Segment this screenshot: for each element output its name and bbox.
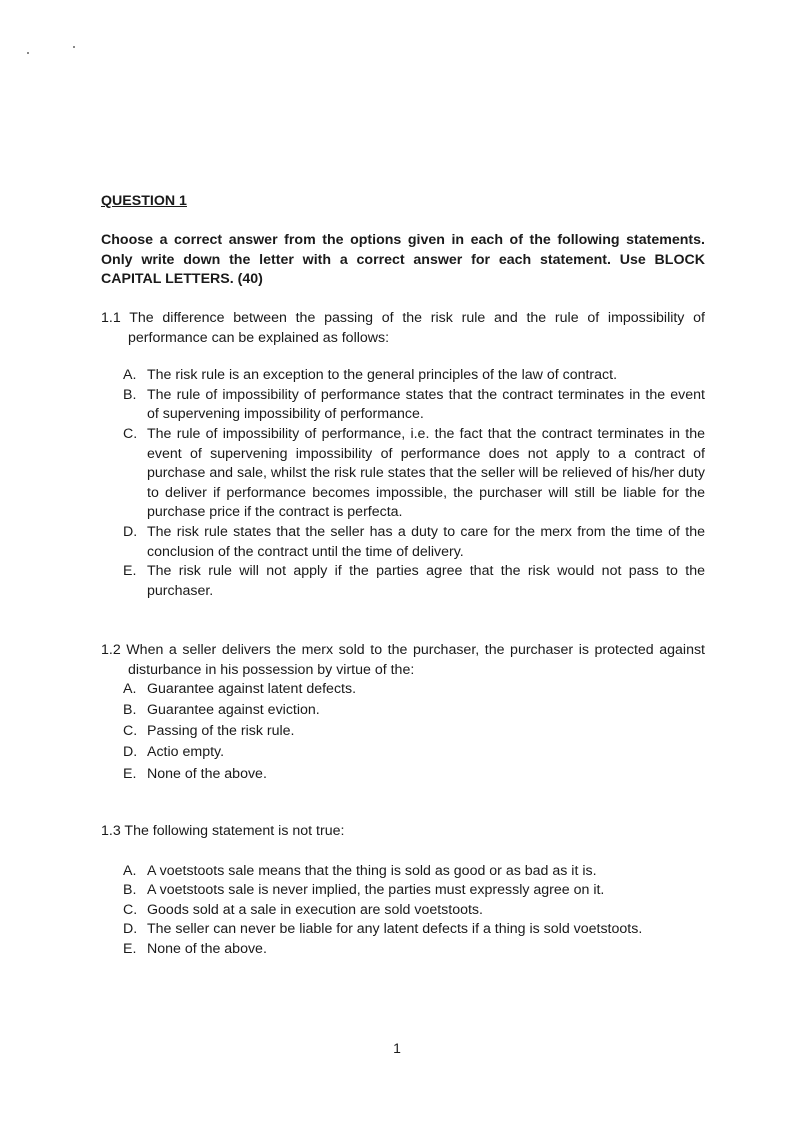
scan-speck — [73, 46, 75, 48]
option-text: The risk rule will not apply if the parties agree that the risk would not pass to the purchaser. — [147, 563, 705, 599]
option-letter: C. — [123, 425, 138, 442]
option-text: Guarantee against latent defects. — [147, 681, 357, 698]
option-c — [101, 425, 705, 523]
option-e — [101, 562, 705, 601]
option-letter: A. — [123, 367, 137, 384]
option-a — [101, 680, 705, 700]
option-c — [101, 722, 705, 742]
option-letter: D. — [123, 744, 138, 761]
question-1-2 — [101, 641, 705, 786]
option-a — [101, 862, 705, 882]
option-text: The rule of impossibility of performance states that the contract terminates in the event of supervening impossibility of performance. — [147, 386, 705, 423]
options-list — [101, 366, 705, 601]
option-letter: A. — [123, 681, 137, 698]
question-stem: 1.2 When a seller delivers the merx sold to the purchaser, the purchaser is protected against disturbance in his possession by virtue of the: — [101, 642, 705, 678]
option-text: Actio empty. — [147, 744, 225, 761]
option-letter: D. — [123, 921, 138, 938]
option-text: Goods sold at a sale in execution are sold voetstoots. — [147, 901, 483, 918]
option-d — [101, 743, 705, 763]
instructions: Choose a correct answer from the options given in each of the following statements. Only write down the letter with a correct answer for each statement. Use BLOCK CAPITAL LETTERS. (40) — [101, 232, 705, 288]
option-e — [101, 940, 705, 960]
option-b — [101, 881, 705, 901]
page-number: 1 — [393, 1040, 401, 1056]
option-letter: A. — [123, 862, 137, 879]
option-text: None of the above. — [147, 940, 267, 957]
option-e — [101, 765, 705, 785]
option-text: None of the above. — [147, 765, 267, 782]
question-stem: 1.3 The following statement is not true: — [101, 823, 345, 839]
option-text: The risk rule states that the seller has a duty to care for the merx from the time of the conclusion of the contract until the time of delivery. — [147, 523, 705, 560]
option-text: The risk rule is an exception to the general principles of the law of contract. — [147, 367, 618, 384]
option-text: The rule of impossibility of performance, i.e. the fact that the contract terminates in the event of supervening impossibility of performance does not apply to a contract of purchase and sale, whilst the risk rule states that the seller will be relieved of his/her duty to deliver if performance becomes impossible, the purchaser will still be liable for the purchase price if the contract is perfecta. — [147, 425, 705, 521]
option-c — [101, 901, 705, 921]
question-heading: QUESTION 1 — [101, 193, 187, 209]
scan-speck — [27, 52, 29, 54]
option-letter: E. — [123, 563, 137, 580]
option-d — [101, 523, 705, 562]
option-a — [101, 366, 705, 386]
option-text: Passing of the risk rule. — [147, 723, 295, 740]
option-letter: B. — [123, 386, 137, 403]
option-letter: C. — [123, 901, 138, 918]
option-letter: D. — [123, 523, 138, 540]
question-1-1 — [101, 309, 705, 601]
option-letter: C. — [123, 723, 138, 740]
option-text: A voetstoots sale is never implied, the parties must expressly agree on it. — [147, 882, 605, 899]
option-text: Guarantee against eviction. — [147, 702, 320, 719]
options-list — [101, 862, 705, 960]
question-1-3 — [101, 822, 705, 960]
option-text: A voetstoots sale means that the thing is sold as good or as bad as it is. — [147, 862, 597, 879]
option-d — [101, 920, 705, 940]
option-letter: E. — [123, 765, 137, 782]
option-letter: B. — [123, 702, 137, 719]
option-letter: B. — [123, 882, 137, 899]
option-b — [101, 701, 705, 721]
option-text: The seller can never be liable for any latent defects if a thing is sold voetstoots. — [147, 921, 643, 938]
option-letter: E. — [123, 940, 137, 957]
options-list — [101, 680, 705, 784]
option-b — [101, 386, 705, 425]
question-stem: 1.1 The difference between the passing of the risk rule and the rule of impossibility of performance can be explained as follows: — [101, 310, 705, 346]
